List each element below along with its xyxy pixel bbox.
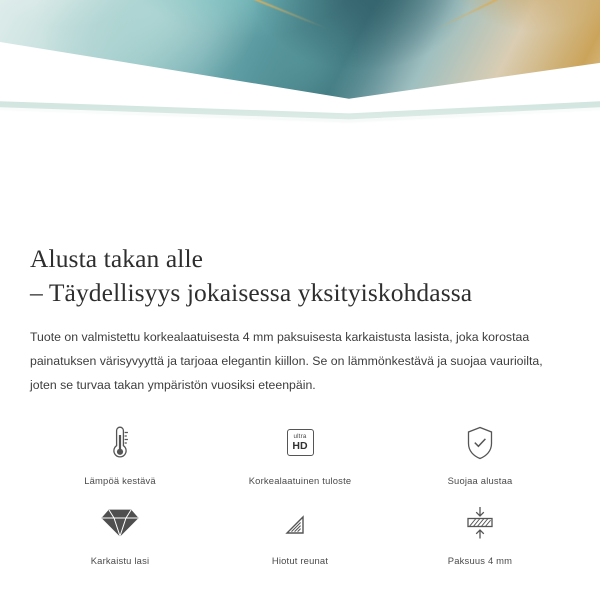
feature-item xyxy=(210,500,390,566)
diamond-icon xyxy=(101,500,139,546)
ultra-hd-badge xyxy=(287,429,314,456)
feature-item xyxy=(210,420,390,486)
page-title-line-2: – Täydellisyys jokaisessa yksityiskohdassa xyxy=(30,277,473,307)
polished-edges-icon xyxy=(283,500,317,546)
badge-bottom-label: HD xyxy=(292,440,308,453)
feature-item xyxy=(390,500,570,566)
hero-image xyxy=(0,0,600,222)
sparkle-icon xyxy=(414,160,439,185)
badge-top-label: ultra xyxy=(293,432,307,440)
feature-caption: Lämpöä kestävä xyxy=(84,474,156,486)
feature-caption: Korkealaatuinen tuloste xyxy=(248,474,352,486)
feature-grid xyxy=(30,420,570,566)
ultra-hd-badge-icon xyxy=(287,420,314,466)
thickness-arrows-icon xyxy=(463,500,497,546)
description-paragraph: Tuote on valmistettu korkealaatuisesta 4 mm paksuisesta karkaistusta lasista, joka korostaa painatuksen värisyvyyttä ja tarjoaa elegantin kiillon. Se on lämmönkestävä ja suojaa vaurioilta, joten se turvaa takan ympäristön vuosiksi eteenpäin. xyxy=(30,329,543,392)
gold-vein xyxy=(431,0,558,33)
feature-caption: Karkaistu lasi xyxy=(90,554,150,566)
sparkle-core xyxy=(528,186,538,196)
thermometer-icon xyxy=(107,420,133,466)
sparkle-core xyxy=(424,170,430,176)
feature-item xyxy=(390,420,570,486)
shield-check-icon xyxy=(463,420,497,466)
feature-caption: Paksuus 4 mm xyxy=(447,554,513,566)
content-area xyxy=(0,242,600,566)
page-title xyxy=(30,242,570,310)
feature-item xyxy=(30,500,210,566)
gold-vein xyxy=(189,0,329,30)
feature-caption: Suojaa alustaa xyxy=(447,474,513,486)
hero-image-inner xyxy=(0,0,600,222)
feature-caption: Hiotut reunat xyxy=(271,554,329,566)
sparkle-icon xyxy=(510,168,556,214)
feature-item xyxy=(30,420,210,486)
page-title-line-1: Alusta takan alle xyxy=(30,244,204,273)
